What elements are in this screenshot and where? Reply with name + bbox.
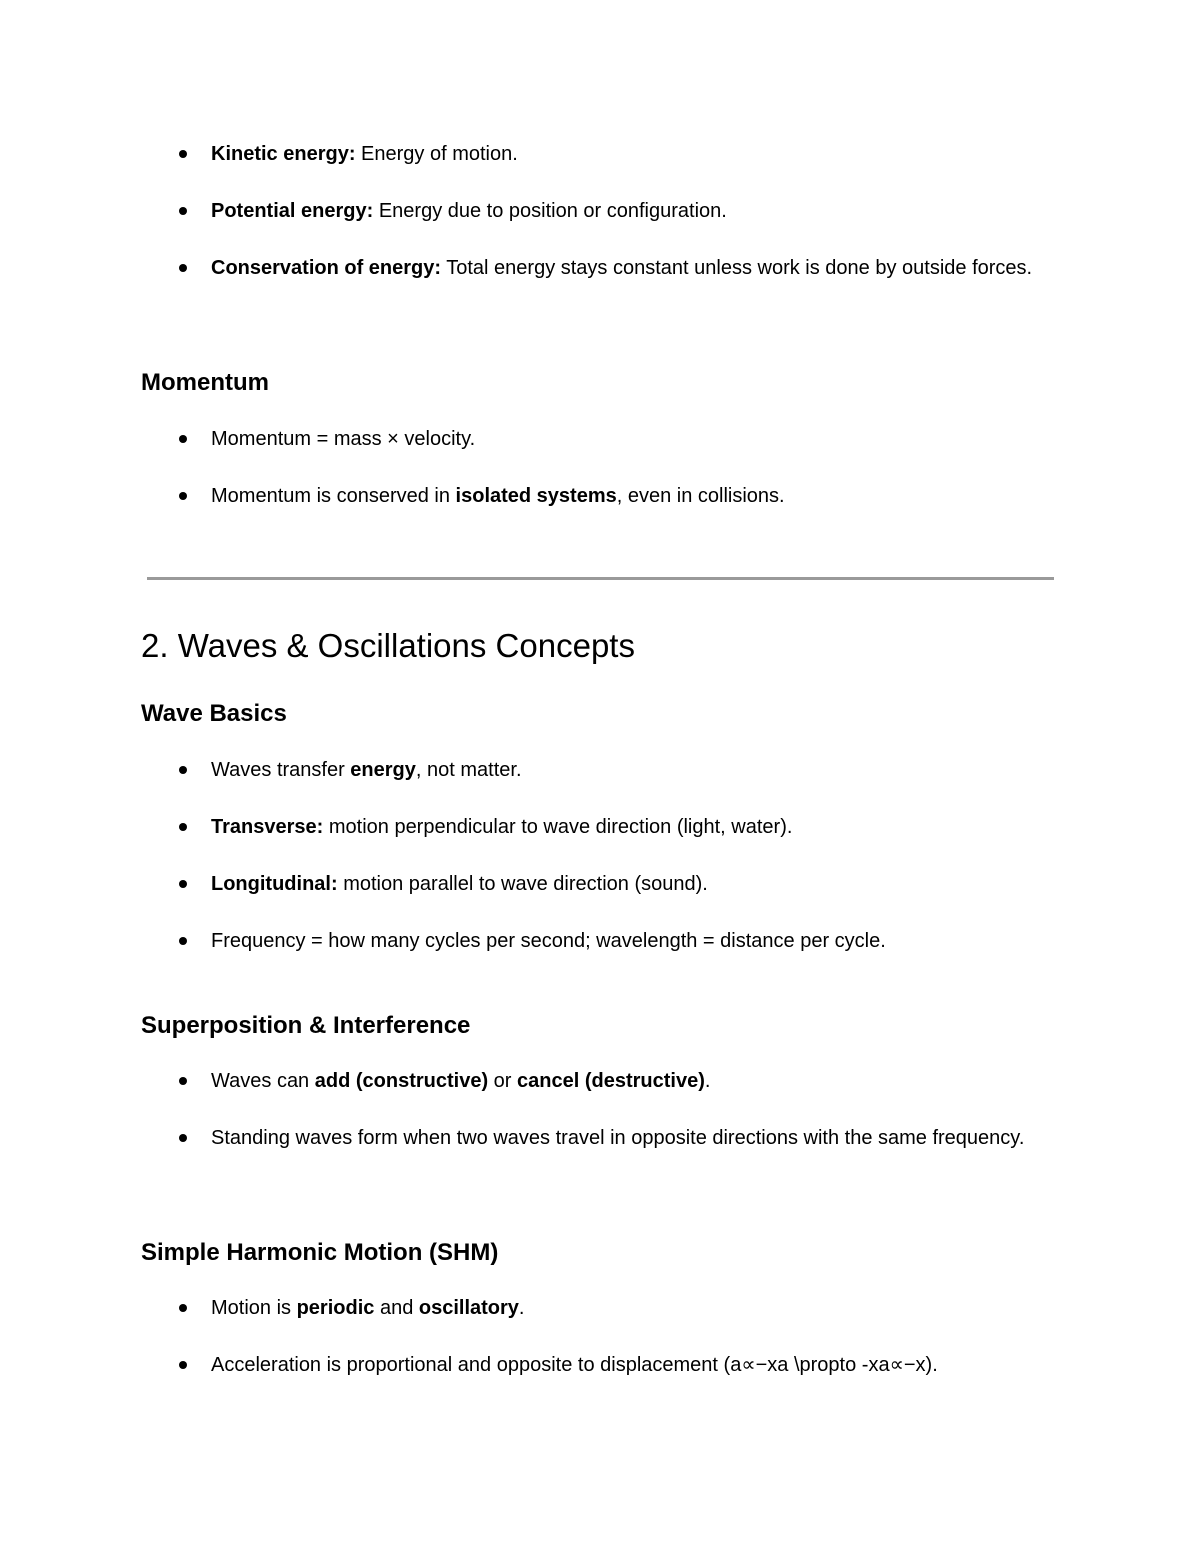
list-item [0,425,1200,453]
shm-list [0,1294,1200,1379]
item-text: , even in collisions. [616,485,785,507]
term-description: Energy of motion. [355,143,518,165]
bullet-icon [179,937,187,945]
list-item [0,813,1200,841]
bullet-icon [179,1361,187,1369]
emphasis-text: cancel (destructive) [517,1070,705,1092]
wave-basics-list [0,756,1200,955]
emphasis-text: periodic [296,1297,375,1319]
momentum-heading: Momentum [141,369,269,396]
item-text: . [704,1070,711,1092]
term-label: Transverse: [211,816,324,838]
bullet-icon [179,880,187,888]
list-item [0,927,1200,955]
bullet-icon [179,1134,187,1142]
bullet-icon [179,1304,187,1312]
item-text: Motion is [211,1297,297,1319]
list-item [0,197,1200,225]
term-label: Longitudinal: [211,873,338,895]
item-text: Momentum = mass × velocity. [211,428,476,450]
superposition-list [0,1067,1200,1152]
list-item [0,1124,1200,1152]
item-text: Acceleration is proportional and opposite to displacement (a∝−xa \propto -xa∝−x). [211,1354,938,1376]
horizontal-divider [147,577,1054,580]
item-text: , not matter. [415,759,522,781]
wave-basics-heading: Wave Basics [141,700,287,727]
bullet-icon [179,150,187,158]
bullet-icon [179,435,187,443]
term-description: Total energy stays constant unless work is done by outside forces. [441,257,1033,279]
item-text: Frequency = how many cycles per second; wavelength = distance per cycle. [211,930,886,952]
bullet-icon [179,492,187,500]
emphasis-text: oscillatory [418,1297,519,1319]
momentum-list [0,425,1200,510]
item-text: . [518,1297,525,1319]
bullet-icon [179,207,187,215]
emphasis-text: add (constructive) [314,1070,489,1092]
list-item [0,1294,1200,1322]
item-text: Waves can [211,1070,315,1092]
term-label: Kinetic energy: [211,143,356,165]
list-item [0,140,1200,168]
list-item [0,1067,1200,1095]
term-label: Potential energy: [211,200,374,222]
list-item [0,756,1200,784]
term-label: Conservation of energy: [211,257,442,279]
term-description: motion parallel to wave direction (sound). [337,873,708,895]
emphasis-text: isolated systems [455,485,617,507]
list-item [0,1351,1200,1379]
bullet-icon [179,1077,187,1085]
item-text: Waves transfer [211,759,351,781]
bullet-icon [179,823,187,831]
bullet-icon [179,766,187,774]
item-text: and [374,1297,419,1319]
bullet-icon [179,264,187,272]
list-item [0,482,1200,510]
list-item [0,870,1200,898]
item-text: Momentum is conserved in [211,485,456,507]
item-text: or [488,1070,518,1092]
superposition-heading: Superposition & Interference [141,1012,471,1039]
section-title: 2. Waves & Oscillations Concepts [141,627,635,664]
energy-list [0,140,1200,282]
list-item [0,254,1200,282]
item-text: Standing waves form when two waves travel in opposite directions with the same frequency. [211,1127,1025,1149]
shm-heading: Simple Harmonic Motion (SHM) [141,1239,499,1266]
term-description: motion perpendicular to wave direction (light, water). [323,816,793,838]
emphasis-text: energy [350,759,416,781]
term-description: Energy due to position or configuration. [373,200,727,222]
